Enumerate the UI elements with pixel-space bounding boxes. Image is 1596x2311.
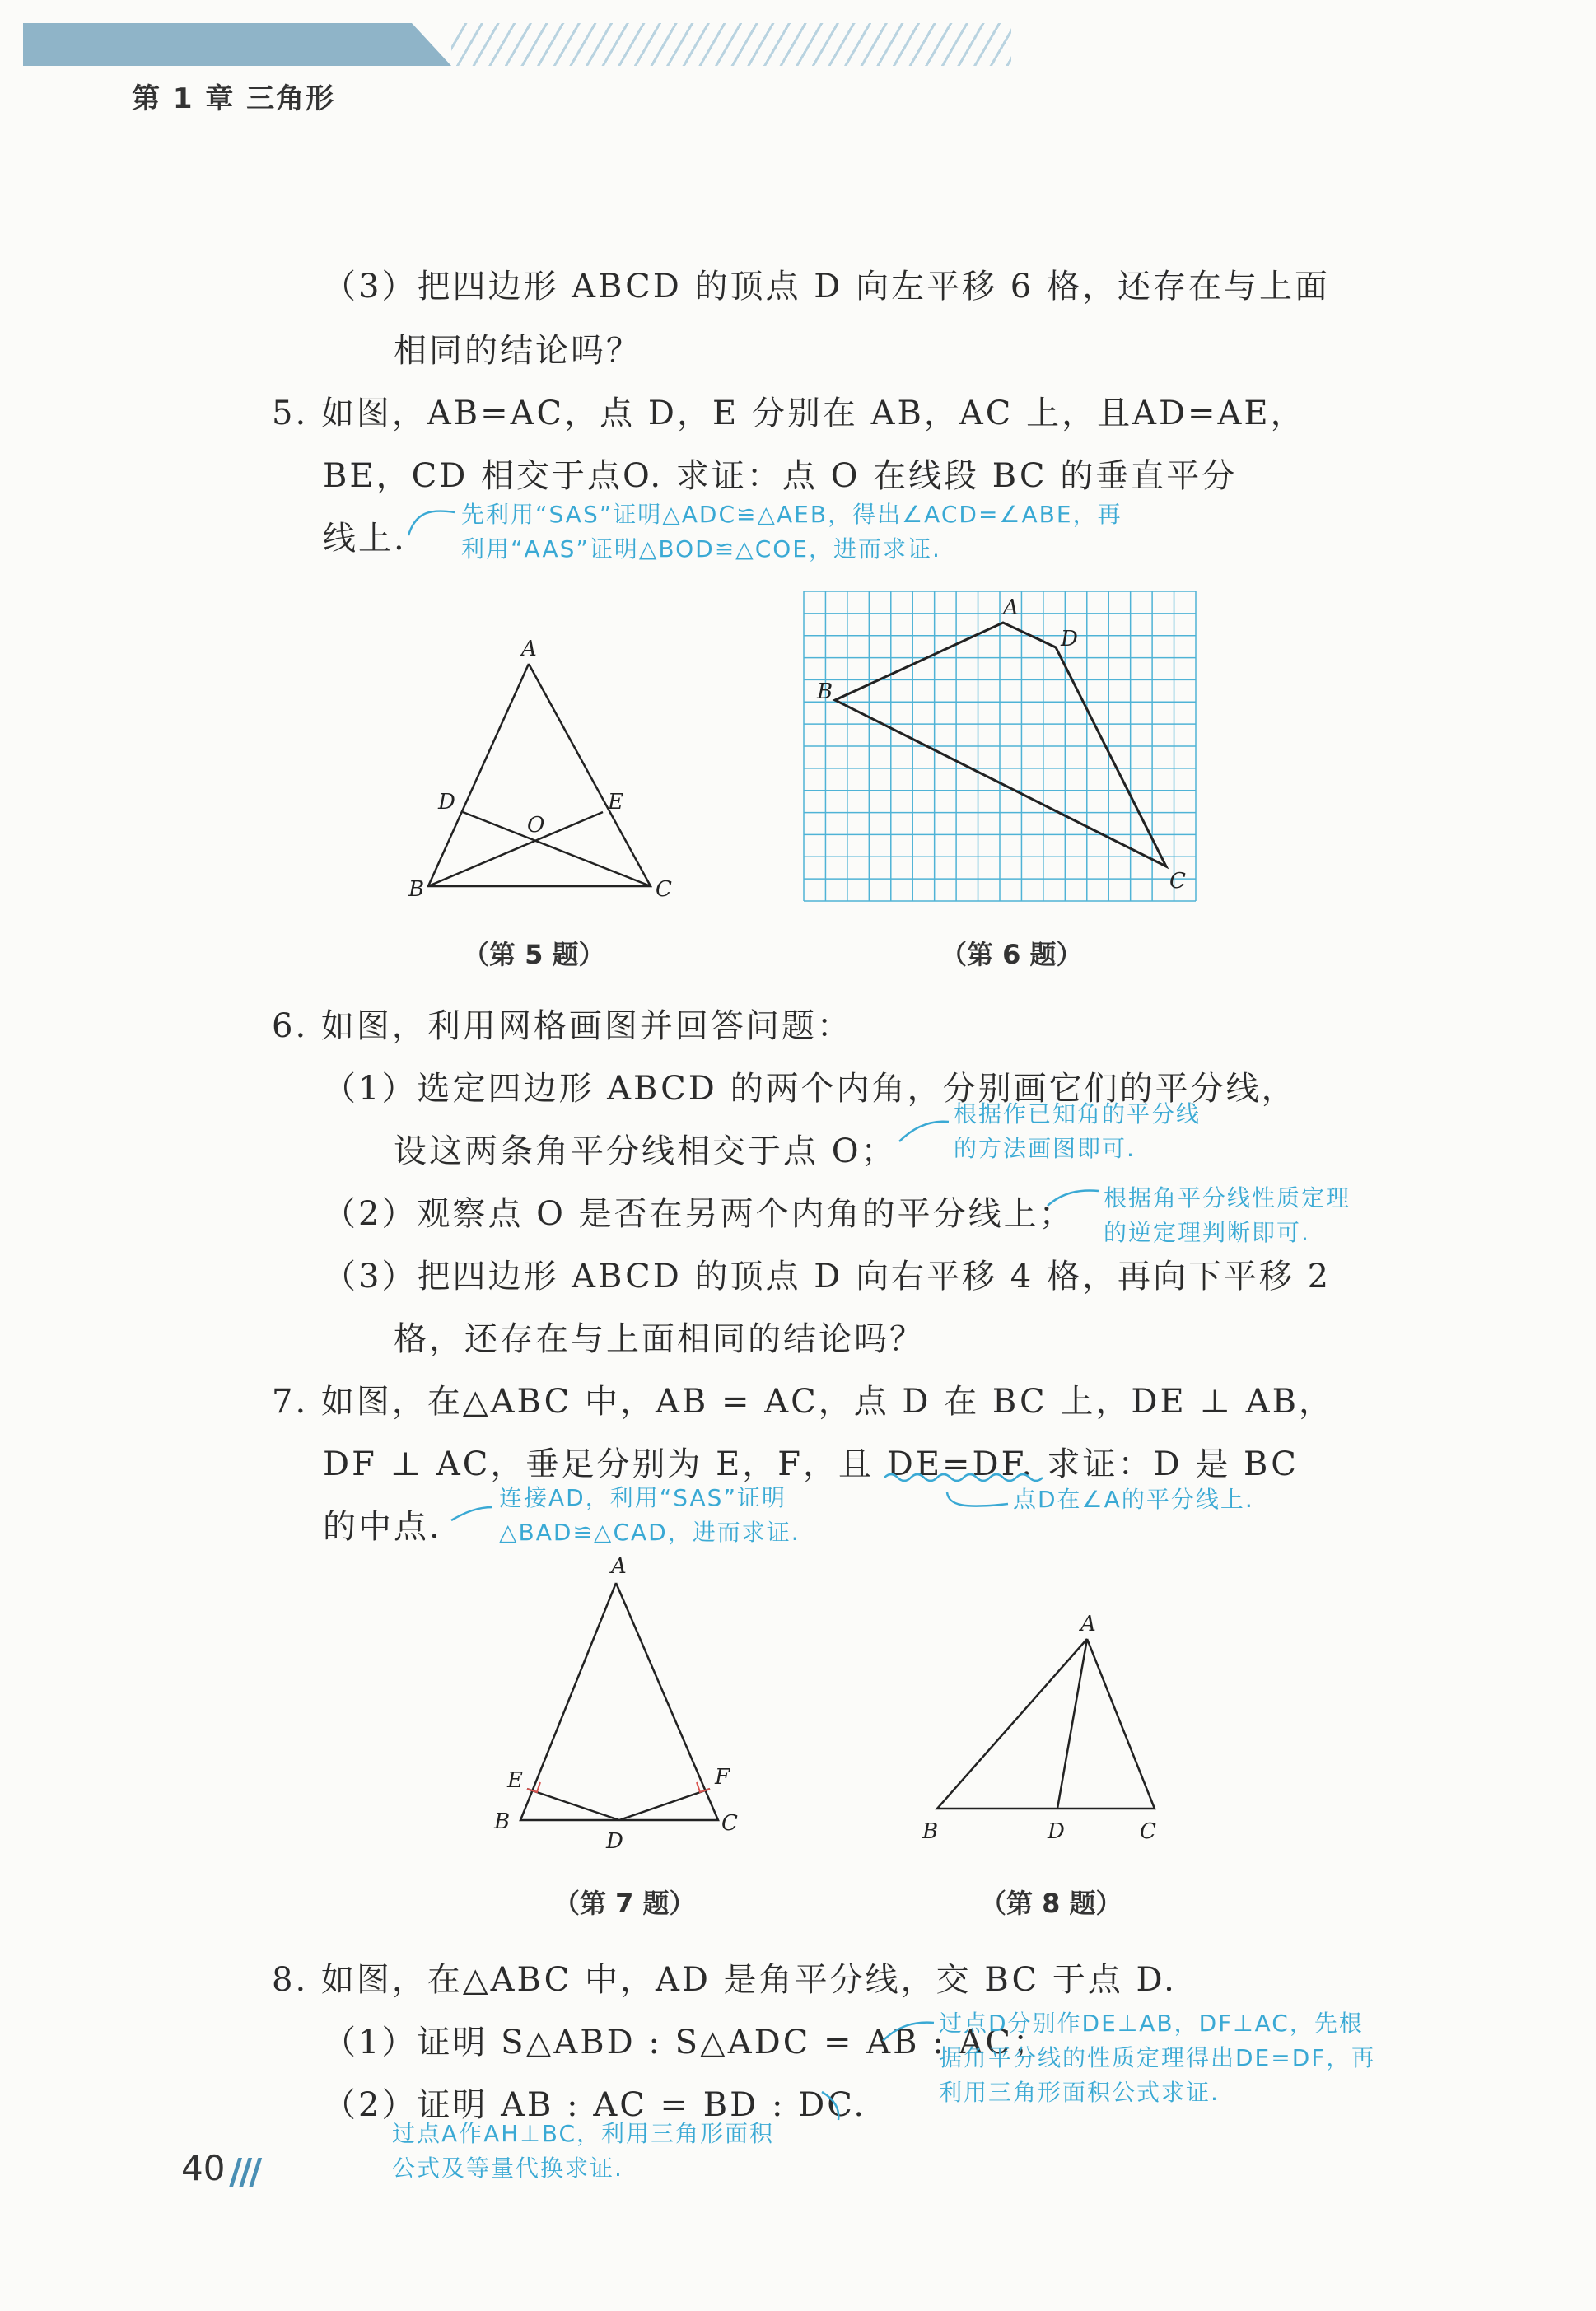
figure-5: [387, 634, 684, 914]
figure-7: [478, 1548, 758, 1853]
text-line: （2）观察点 O 是否在另两个内角的平分线上；: [323, 1195, 1075, 1233]
label-a: A: [1003, 595, 1019, 620]
label-o: O: [527, 813, 545, 838]
note-line: 先利用“SAS”证明△ADC≌△AEB，得出∠ACD=∠ABE，再: [461, 501, 1122, 528]
arrow-note-6-2: [1048, 1191, 1099, 1206]
label-b: B: [494, 1809, 511, 1834]
segment-ad: [1057, 1639, 1087, 1809]
caption-6: （第 6 题）: [940, 939, 1083, 970]
label-d: D: [606, 1829, 623, 1853]
arrow-note-7-b: [947, 1492, 1008, 1506]
text-line: 设这两条角平分线相交于点 O；: [394, 1132, 897, 1170]
text-line: （1）选定四边形 ABCD 的两个内角，分别画它们的平分线，: [323, 1070, 1297, 1108]
arrow-note-8-1: [883, 2023, 934, 2041]
question-6-line: 6. 如图，利用网格画图并回答问题：: [272, 1007, 852, 1045]
figure-6: [799, 583, 1202, 913]
segment-eb: [428, 812, 603, 886]
text-line: 的中点.: [323, 1508, 442, 1546]
label-e: E: [608, 790, 623, 815]
caption-8: （第 8 题）: [980, 1888, 1122, 1919]
text-line: （3）把四边形 ABCD 的顶点 D 向左平移 6 格，还存在与上面: [323, 268, 1330, 306]
label-b: B: [922, 1819, 939, 1844]
label-f: F: [715, 1765, 730, 1790]
text-line: BE，CD 相交于点O. 求证：点 O 在线段 BC 的垂直平分: [323, 457, 1238, 495]
chapter-title: 第 1 章 三角形: [132, 82, 336, 115]
label-c: C: [1140, 1819, 1156, 1844]
arrow-note-8-2: [822, 2092, 838, 2120]
segment-de: [527, 1789, 619, 1820]
question-5-line: 5. 如图，AB=AC，点 D，E 分别在 AB，AC 上，且AD=AE，: [272, 395, 1306, 432]
segment-dc: [463, 812, 651, 886]
caption-7: （第 7 题）: [553, 1888, 696, 1919]
text-line: 格，还存在与上面相同的结论吗？: [394, 1320, 925, 1358]
figure-8: [906, 1606, 1186, 1853]
label-c: C: [1169, 869, 1186, 894]
caption-5: （第 5 题）: [463, 939, 605, 970]
text-line: 相同的结论吗？: [394, 332, 642, 370]
note-line: △BAD≌△CAD，进而求证.: [499, 1519, 800, 1546]
arrow-note-5: [408, 511, 455, 535]
note-line: 点D在∠A的平分线上.: [1013, 1486, 1254, 1513]
note-line: 利用“AAS”证明△BOD≌△COE，进而求证.: [461, 535, 941, 563]
label-a: A: [611, 1554, 627, 1579]
segment-df: [619, 1789, 710, 1820]
text-line: DF ⊥ AC，垂足分别为 E，F，且 DE=DF. 求证：D 是 BC: [323, 1445, 1299, 1483]
label-d: D: [438, 790, 455, 815]
label-b: B: [408, 877, 425, 902]
note-line: 公式及等量代换求证.: [392, 2155, 623, 2182]
question-8-line: 8. 如图，在△ABC 中，AD 是角平分线，交 BC 于点 D.: [272, 1961, 1177, 1999]
note-line: 过点D分别作DE⊥AB，DF⊥AC，先根: [939, 2010, 1364, 2037]
note-line: 利用三角形面积公式求证.: [939, 2079, 1220, 2106]
note-line: 根据作已知角的平分线: [954, 1100, 1202, 1127]
text-line: （3）把四边形 ABCD 的顶点 D 向右平移 4 格，再向下平移 2: [323, 1258, 1332, 1296]
label-e: E: [507, 1768, 523, 1793]
label-c: C: [721, 1811, 738, 1836]
note-line: 过点A作AH⊥BC，利用三角形面积: [392, 2120, 775, 2147]
note-line: 的方法画图即可.: [954, 1135, 1136, 1162]
text-line: （1）证明 S△ABD : S△ADC = AB : AC；: [323, 2024, 1048, 2061]
note-line: 根据角平分线性质定理: [1104, 1184, 1351, 1212]
triangle-abc: [937, 1639, 1155, 1809]
text-line: 线上.: [323, 520, 407, 558]
label-c: C: [656, 877, 672, 902]
triangle-abc: [520, 1583, 718, 1820]
label-a: A: [1080, 1612, 1096, 1636]
label-d: D: [1061, 627, 1078, 651]
label-d: D: [1048, 1819, 1065, 1844]
question-7-line: 7. 如图，在△ABC 中，AB = AC，点 D 在 BC 上，DE ⊥ AB，: [272, 1383, 1334, 1421]
wavy-underline-de-df: [884, 1474, 1043, 1481]
quadrilateral-abcd: [835, 623, 1166, 866]
note-line: 连接AD，利用“SAS”证明: [499, 1484, 786, 1511]
grid: [804, 591, 1196, 901]
page-marks: ///: [229, 2151, 259, 2193]
arrow-note-7: [451, 1507, 492, 1520]
triangle-abc: [428, 664, 651, 886]
page-number: 40: [181, 2148, 226, 2188]
text-line: （2）证明 AB : AC = BD : DC.: [323, 2086, 867, 2124]
note-line: 的逆定理判断即可.: [1104, 1219, 1310, 1246]
label-a: A: [521, 637, 537, 661]
arrow-note-6-1: [899, 1122, 949, 1141]
note-line: 据角平分线的性质定理得出DE=DF，再: [939, 2044, 1376, 2071]
label-b: B: [817, 679, 833, 704]
